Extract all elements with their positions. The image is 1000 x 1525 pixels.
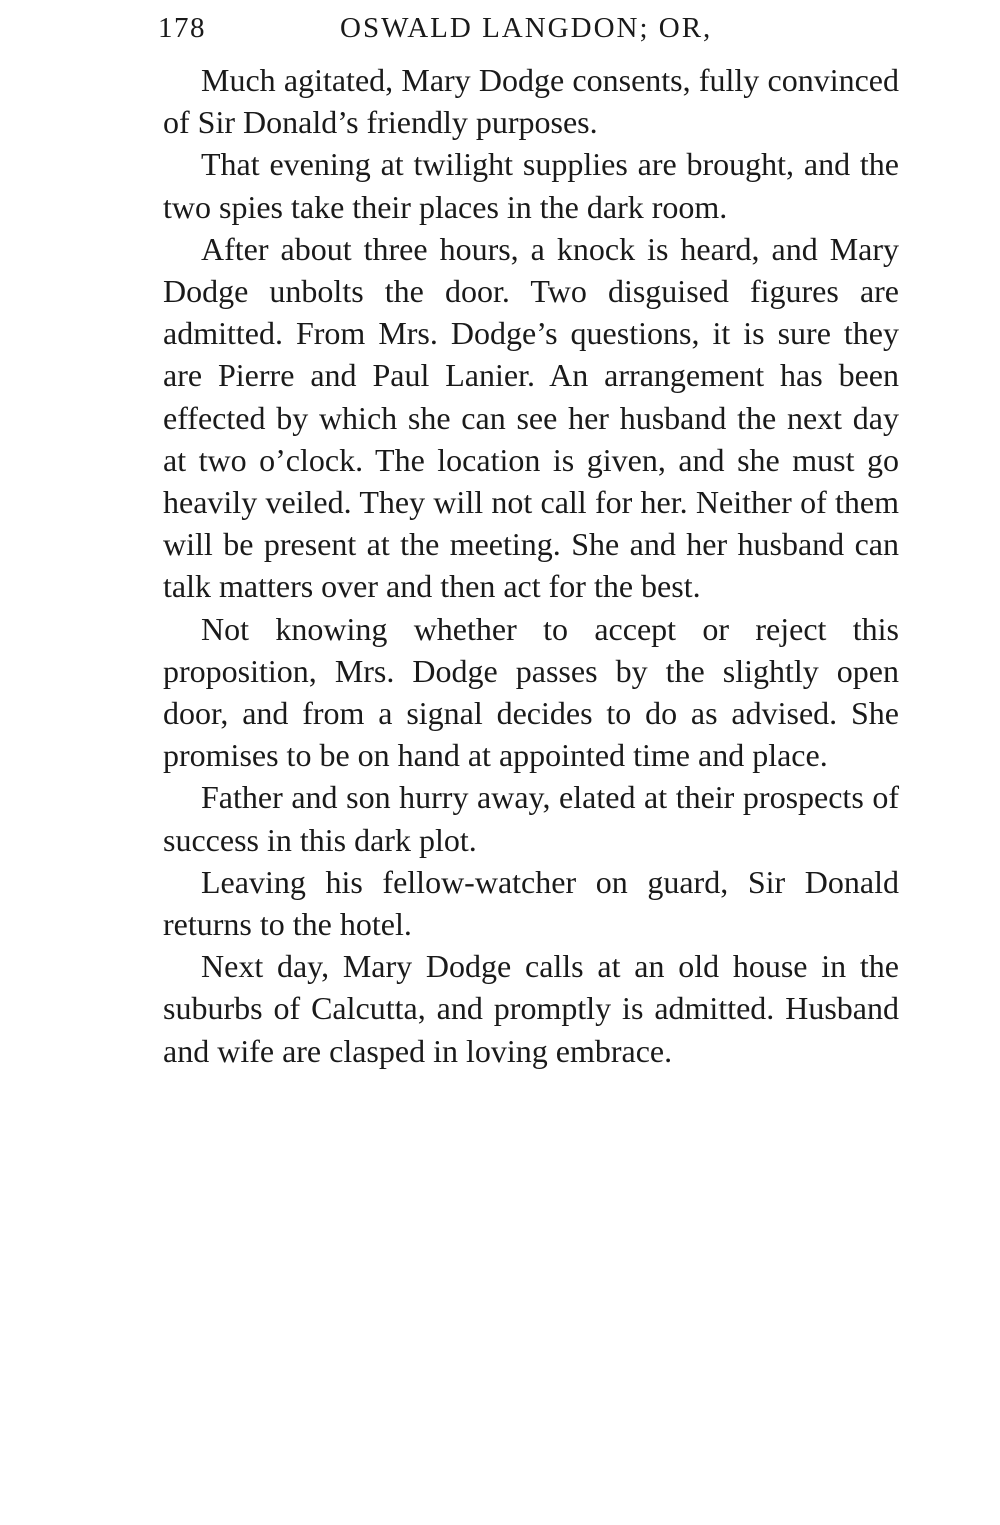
paragraph: Leaving his fellow-watcher on guard, Sir Donald returns to the hotel. [163, 863, 899, 943]
running-head [158, 8, 898, 48]
paragraph: Not knowing whether to accept or reject this proposition, Mrs. Dodge passes by the slightly open door, and from a signal decides to do as advised. She promises to be on hand at appointed time and place. [163, 610, 899, 774]
paragraph: Next day, Mary Dodge calls at an old house in the suburbs of Calcutta, and promptly is admitted. Husband and wife are clasped in loving embrace. [163, 948, 899, 1069]
paragraph: Much agitated, Mary Dodge consents, fully convinced of Sir Donald’s friendly purposes. [163, 62, 899, 141]
running-title: OSWALD LANGDON; OR, [340, 12, 713, 44]
paragraph: That evening at twilight supplies are brought, and the two spies take their places in the dark room. [163, 146, 899, 225]
paragraph: Father and son hurry away, elated at their prospects of success in this dark plot. [163, 779, 899, 858]
body-text [163, 59, 899, 1072]
paragraph: After about three hours, a knock is heard, and Mary Dodge unbolts the door. Two disguised figures are admitted. From Mrs. Dodge’s questions, it is sure they are Pierre and Paul Lanier. An arrangement has been effected by which she can see her husband the next day at two o’clock. The location is given, and she must go heavily veiled. They will not call for her. Neither of them will be present at the meeting. She and her husband can talk matters over and then act for the best. [163, 230, 899, 605]
page-number: 178 [158, 12, 206, 44]
